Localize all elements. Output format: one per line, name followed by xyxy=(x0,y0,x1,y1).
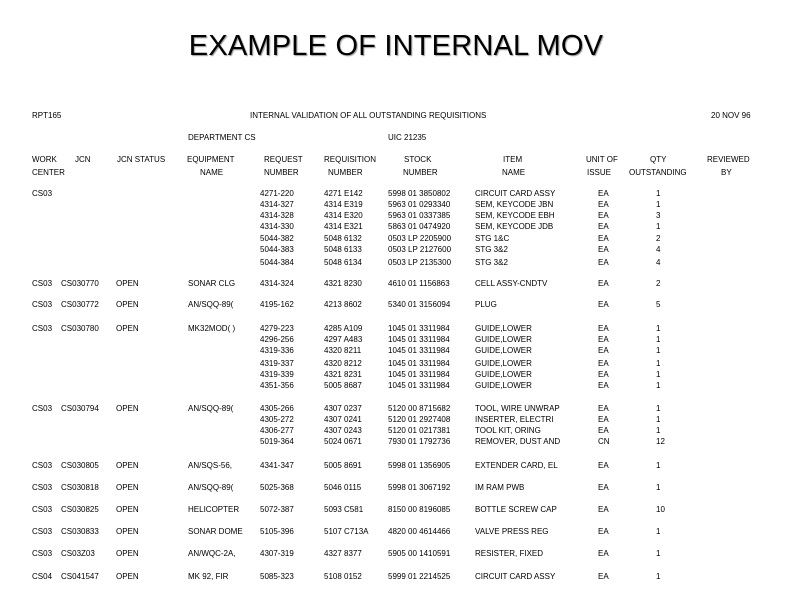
item-name-cell: PLUG xyxy=(475,300,497,309)
requisition-number-cell: 5048 6133 xyxy=(324,245,362,254)
stock-number-cell: 5963 01 0293340 xyxy=(388,200,451,209)
item-name-cell: TOOL KIT, ORING xyxy=(475,426,541,435)
request-number-cell: 4305-266 xyxy=(260,404,294,413)
equipment-name-cell: AN/WQC-2A, xyxy=(188,549,236,558)
stock-number-cell: 4820 00 4614466 xyxy=(388,527,451,536)
requisition-number-cell: 4307 0241 xyxy=(324,415,362,424)
item-name-cell: SEM, KEYCODE JDB xyxy=(475,222,554,231)
unit-of-issue-cell: EA xyxy=(598,426,609,435)
requisition-number-cell: 4307 0243 xyxy=(324,426,362,435)
requisition-number-cell: 4320 8212 xyxy=(324,359,362,368)
request-number-cell: 4314-324 xyxy=(260,279,294,288)
stock-number-cell: 5863 01 0474920 xyxy=(388,222,451,231)
col-header: REVIEWED xyxy=(707,155,750,164)
qty-outstanding-cell: 1 xyxy=(656,222,661,231)
stock-number-cell: 1045 01 3311984 xyxy=(388,324,450,333)
requisition-number-cell: 4314 E320 xyxy=(324,211,363,220)
item-name-cell: CIRCUIT CARD ASSY xyxy=(475,572,556,581)
item-name-cell: GUIDE,LOWER xyxy=(475,324,532,333)
request-number-cell: 5044-384 xyxy=(260,258,294,267)
requisition-number-cell: 5005 8687 xyxy=(324,381,362,390)
unit-of-issue-cell: EA xyxy=(598,211,609,220)
col-header: ITEM xyxy=(503,155,523,164)
uic-label: UIC 21235 xyxy=(388,133,427,142)
equipment-name-cell: MK 92, FIR xyxy=(188,572,229,581)
item-name-cell: GUIDE,LOWER xyxy=(475,381,532,390)
col-header: BY xyxy=(721,168,732,177)
col-header: NUMBER xyxy=(328,168,363,177)
unit-of-issue-cell: EA xyxy=(598,189,609,198)
qty-outstanding-cell: 1 xyxy=(656,461,661,470)
jcn-cell: CS030825 xyxy=(61,505,99,514)
requisition-number-cell: 4297 A483 xyxy=(324,335,363,344)
request-number-cell: 5019-364 xyxy=(260,437,294,446)
stock-number-cell: 0503 LP 2127600 xyxy=(388,245,452,254)
stock-number-cell: 5120 00 8715682 xyxy=(388,404,451,413)
jcn-cell: CS030833 xyxy=(61,527,99,536)
qty-outstanding-cell: 4 xyxy=(656,258,661,267)
requisition-number-cell: 5048 6134 xyxy=(324,258,362,267)
requisition-number-cell: 4307 0237 xyxy=(324,404,362,413)
request-number-cell: 4314-327 xyxy=(260,200,294,209)
item-name-cell: VALVE PRESS REG xyxy=(475,527,549,536)
qty-outstanding-cell: 5 xyxy=(656,300,661,309)
stock-number-cell: 5340 01 3156094 xyxy=(388,300,451,309)
col-header: QTY xyxy=(650,155,667,164)
jcn-status-cell: OPEN xyxy=(116,572,139,581)
requisition-number-cell: 4321 8231 xyxy=(324,370,362,379)
jcn-cell: CS041547 xyxy=(61,572,99,581)
equipment-name-cell: SONAR CLG xyxy=(188,279,236,288)
stock-number-cell: 5999 01 2214525 xyxy=(388,572,451,581)
request-number-cell: 4306-277 xyxy=(260,426,294,435)
unit-of-issue-cell: EA xyxy=(598,572,609,581)
item-name-cell: SEM, KEYCODE JBN xyxy=(475,200,554,209)
requisition-number-cell: 4314 E321 xyxy=(324,222,363,231)
qty-outstanding-cell: 1 xyxy=(656,335,661,344)
col-header: CENTER xyxy=(32,168,65,177)
unit-of-issue-cell: EA xyxy=(598,279,609,288)
unit-of-issue-cell: EA xyxy=(598,381,609,390)
jcn-cell: CS030794 xyxy=(61,404,99,413)
unit-of-issue-cell: EA xyxy=(598,483,609,492)
unit-of-issue-cell: EA xyxy=(598,346,609,355)
qty-outstanding-cell: 1 xyxy=(656,483,661,492)
stock-number-cell: 0503 LP 2205900 xyxy=(388,234,452,243)
slide-title: EXAMPLE OF INTERNAL MOV xyxy=(188,30,604,62)
col-header: WORK xyxy=(32,155,57,164)
qty-outstanding-cell: 1 xyxy=(656,527,661,536)
requisition-number-cell: 4320 8211 xyxy=(324,346,362,355)
qty-outstanding-cell: 1 xyxy=(656,426,661,435)
request-number-cell: 5044-383 xyxy=(260,245,294,254)
request-number-cell: 4314-330 xyxy=(260,222,294,231)
qty-outstanding-cell: 4 xyxy=(656,245,661,254)
qty-outstanding-cell: 2 xyxy=(656,279,661,288)
col-header: EQUIPMENT xyxy=(187,155,235,164)
qty-outstanding-cell: 1 xyxy=(656,370,661,379)
stock-number-cell: 5963 01 0337385 xyxy=(388,211,451,220)
qty-outstanding-cell: 1 xyxy=(656,189,661,198)
report-date: 20 NOV 96 xyxy=(711,111,751,120)
stock-number-cell: 0503 LP 2135300 xyxy=(388,258,452,267)
stock-number-cell: 7930 01 1792736 xyxy=(388,437,451,446)
qty-outstanding-cell: 10 xyxy=(656,505,665,514)
jcn-cell: CS030770 xyxy=(61,279,99,288)
qty-outstanding-cell: 1 xyxy=(656,381,661,390)
stock-number-cell: 1045 01 3311984 xyxy=(388,335,450,344)
unit-of-issue-cell: EA xyxy=(598,324,609,333)
request-number-cell: 5044-382 xyxy=(260,234,294,243)
jcn-cell: CS030780 xyxy=(61,324,99,333)
col-header: OUTSTANDING xyxy=(629,168,687,177)
jcn-status-cell: OPEN xyxy=(116,461,139,470)
unit-of-issue-cell: EA xyxy=(598,505,609,514)
qty-outstanding-cell: 1 xyxy=(656,200,661,209)
requisition-number-cell: 5048 6132 xyxy=(324,234,362,243)
request-number-cell: 4319-339 xyxy=(260,370,294,379)
unit-of-issue-cell: EA xyxy=(598,335,609,344)
request-number-cell: 4271-220 xyxy=(260,189,294,198)
unit-of-issue-cell: EA xyxy=(598,359,609,368)
unit-of-issue-cell: EA xyxy=(598,222,609,231)
request-number-cell: 4305-272 xyxy=(260,415,294,424)
stock-number-cell: 5998 01 3850802 xyxy=(388,189,451,198)
request-number-cell: 5025-368 xyxy=(260,483,294,492)
qty-outstanding-cell: 3 xyxy=(656,211,661,220)
col-header: NUMBER xyxy=(264,168,299,177)
stock-number-cell: 5120 01 2927408 xyxy=(388,415,451,424)
stock-number-cell: 5998 01 3067192 xyxy=(388,483,451,492)
requisition-number-cell: 5108 0152 xyxy=(324,572,362,581)
equipment-name-cell: AN/SQQ-89( xyxy=(188,483,234,492)
report-id: RPT165 xyxy=(32,111,62,120)
unit-of-issue-cell: EA xyxy=(598,200,609,209)
col-header: JCN xyxy=(75,155,91,164)
unit-of-issue-cell: EA xyxy=(598,245,609,254)
stock-number-cell: 1045 01 3311984 xyxy=(388,370,450,379)
item-name-cell: GUIDE,LOWER xyxy=(475,359,532,368)
requisition-number-cell: 4321 8230 xyxy=(324,279,362,288)
item-name-cell: EXTENDER CARD, EL xyxy=(475,461,558,470)
request-number-cell: 4279-223 xyxy=(260,324,294,333)
requisition-number-cell: 4314 E319 xyxy=(324,200,363,209)
col-header: NUMBER xyxy=(403,168,438,177)
qty-outstanding-cell: 1 xyxy=(656,572,661,581)
col-header: REQUISITION xyxy=(324,155,377,164)
jcn-status-cell: OPEN xyxy=(116,300,139,309)
jcn-status-cell: OPEN xyxy=(116,549,139,558)
requisition-number-cell: 5046 0115 xyxy=(324,483,362,492)
requisition-number-cell: 4285 A109 xyxy=(324,324,363,333)
qty-outstanding-cell: 1 xyxy=(656,324,661,333)
item-name-cell: CIRCUIT CARD ASSY xyxy=(475,189,556,198)
unit-of-issue-cell: EA xyxy=(598,404,609,413)
work-center-cell: CS03 xyxy=(32,324,53,333)
unit-of-issue-cell: EA xyxy=(598,258,609,267)
jcn-status-cell: OPEN xyxy=(116,404,139,413)
col-header: REQUEST xyxy=(264,155,303,164)
jcn-status-cell: OPEN xyxy=(116,527,139,536)
unit-of-issue-cell: EA xyxy=(598,549,609,558)
equipment-name-cell: SONAR DOME xyxy=(188,527,243,536)
stock-number-cell: 4610 01 1156863 xyxy=(388,279,450,288)
qty-outstanding-cell: 2 xyxy=(656,234,661,243)
work-center-cell: CS03 xyxy=(32,300,53,309)
requisition-number-cell: 5107 C713A xyxy=(324,527,369,536)
item-name-cell: STG 1&C xyxy=(475,234,510,243)
item-name-cell: RESISTER, FIXED xyxy=(475,549,544,558)
item-name-cell: SEM, KEYCODE EBH xyxy=(475,211,555,220)
item-name-cell: TOOL, WIRE UNWRAP xyxy=(475,404,560,413)
work-center-cell: CS03 xyxy=(32,483,53,492)
report-heading: INTERNAL VALIDATION OF ALL OUTSTANDING REQUISITIONS xyxy=(250,111,487,120)
requisition-number-cell: 4213 8602 xyxy=(324,300,362,309)
equipment-name-cell: AN/SQS-56, xyxy=(188,461,233,470)
stock-number-cell: 5998 01 1356905 xyxy=(388,461,451,470)
work-center-cell: CS04 xyxy=(32,572,53,581)
equipment-name-cell: AN/SQQ-89( xyxy=(188,300,234,309)
requisition-number-cell: 5005 8691 xyxy=(324,461,362,470)
request-number-cell: 4319-336 xyxy=(260,346,294,355)
col-header: STOCK xyxy=(404,155,432,164)
jcn-cell: CS03Z03 xyxy=(61,549,95,558)
request-number-cell: 5085-323 xyxy=(260,572,294,581)
request-number-cell: 4314-328 xyxy=(260,211,294,220)
qty-outstanding-cell: 1 xyxy=(656,359,661,368)
request-number-cell: 4307-319 xyxy=(260,549,294,558)
jcn-status-cell: OPEN xyxy=(116,279,139,288)
equipment-name-cell: HELICOPTER xyxy=(188,505,240,514)
item-name-cell: GUIDE,LOWER xyxy=(475,335,532,344)
work-center-cell: CS03 xyxy=(32,404,53,413)
unit-of-issue-cell: EA xyxy=(598,461,609,470)
jcn-cell: CS030818 xyxy=(61,483,99,492)
work-center-cell: CS03 xyxy=(32,189,53,198)
request-number-cell: 5072-387 xyxy=(260,505,294,514)
item-name-cell: STG 3&2 xyxy=(475,245,508,254)
col-header: UNIT OF xyxy=(586,155,618,164)
stock-number-cell: 5905 00 1410591 xyxy=(388,549,451,558)
item-name-cell: GUIDE,LOWER xyxy=(475,370,532,379)
equipment-name-cell: MK32MOD( ) xyxy=(188,324,236,333)
stock-number-cell: 5120 01 0217381 xyxy=(388,426,451,435)
item-name-cell: REMOVER, DUST AND xyxy=(475,437,561,446)
request-number-cell: 4195-162 xyxy=(260,300,294,309)
unit-of-issue-cell: EA xyxy=(598,234,609,243)
unit-of-issue-cell: EA xyxy=(598,527,609,536)
col-header: NAME xyxy=(200,168,224,177)
request-number-cell: 4296-256 xyxy=(260,335,294,344)
col-header: NAME xyxy=(502,168,526,177)
request-number-cell: 4341-347 xyxy=(260,461,294,470)
item-name-cell: GUIDE,LOWER xyxy=(475,346,532,355)
work-center-cell: CS03 xyxy=(32,527,53,536)
request-number-cell: 4351-356 xyxy=(260,381,294,390)
item-name-cell: INSERTER, ELECTRI xyxy=(475,415,554,424)
equipment-name-cell: AN/SQQ-89( xyxy=(188,404,234,413)
jcn-status-cell: OPEN xyxy=(116,505,139,514)
qty-outstanding-cell: 1 xyxy=(656,415,661,424)
work-center-cell: CS03 xyxy=(32,461,53,470)
item-name-cell: STG 3&2 xyxy=(475,258,508,267)
requisition-number-cell: 4271 E142 xyxy=(324,189,363,198)
stock-number-cell: 1045 01 3311984 xyxy=(388,359,450,368)
stock-number-cell: 8150 00 8196085 xyxy=(388,505,451,514)
col-header: ISSUE xyxy=(587,168,612,177)
department-label: DEPARTMENT CS xyxy=(188,133,256,142)
qty-outstanding-cell: 1 xyxy=(656,549,661,558)
qty-outstanding-cell: 1 xyxy=(656,346,661,355)
jcn-cell: CS030772 xyxy=(61,300,99,309)
work-center-cell: CS03 xyxy=(32,549,53,558)
jcn-status-cell: OPEN xyxy=(116,324,139,333)
stock-number-cell: 1045 01 3311984 xyxy=(388,381,450,390)
jcn-status-cell: OPEN xyxy=(116,483,139,492)
requisition-number-cell: 5024 0671 xyxy=(324,437,362,446)
request-number-cell: 4319-337 xyxy=(260,359,294,368)
col-header: JCN STATUS xyxy=(117,155,166,164)
requisition-number-cell: 5093 C581 xyxy=(324,505,364,514)
jcn-cell: CS030805 xyxy=(61,461,99,470)
unit-of-issue-cell: EA xyxy=(598,300,609,309)
item-name-cell: CELL ASSY-CNDTV xyxy=(475,279,548,288)
unit-of-issue-cell: EA xyxy=(598,370,609,379)
unit-of-issue-cell: CN xyxy=(598,437,610,446)
work-center-cell: CS03 xyxy=(32,505,53,514)
work-center-cell: CS03 xyxy=(32,279,53,288)
unit-of-issue-cell: EA xyxy=(598,415,609,424)
stock-number-cell: 1045 01 3311984 xyxy=(388,346,450,355)
qty-outstanding-cell: 1 xyxy=(656,404,661,413)
qty-outstanding-cell: 12 xyxy=(656,437,665,446)
item-name-cell: IM RAM PWB xyxy=(475,483,525,492)
requisition-number-cell: 4327 8377 xyxy=(324,549,362,558)
request-number-cell: 5105-396 xyxy=(260,527,294,536)
item-name-cell: BOTTLE SCREW CAP xyxy=(475,505,557,514)
